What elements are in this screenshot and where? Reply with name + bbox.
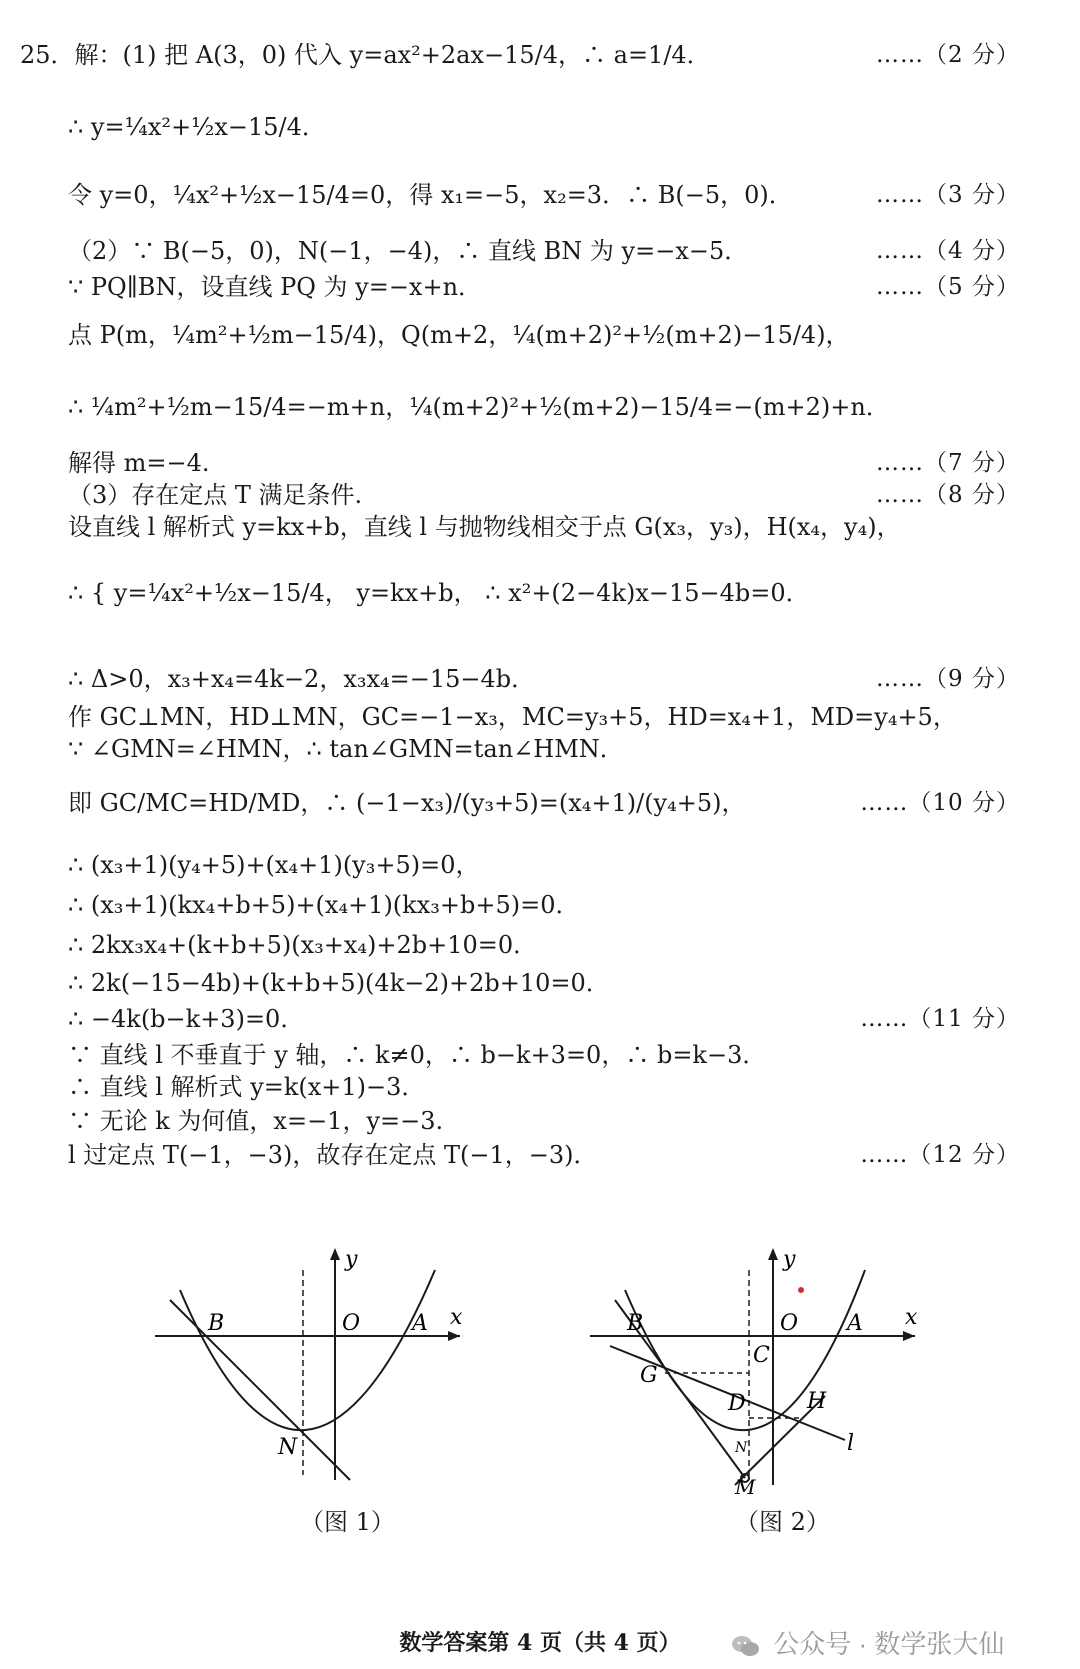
solution-line-text: ∴ y=¼x²+½x−15/4． [68, 113, 326, 141]
score-points: ……（12 分） [860, 1142, 1020, 1168]
figure-2-caption: （图 2） [735, 1508, 830, 1536]
solution-line-text: ∵ ∠GMN=∠HMN，∴ tan∠GMN=tan∠HMN． [68, 735, 624, 763]
solution-line-text: 令 y=0，¼x²+½x−15/4=0，得 x₁=−5，x₂=3．∴ B(−5，0)． [68, 181, 793, 209]
fig1-label-x: x [450, 1305, 463, 1330]
score-points: ……（5 分） [876, 274, 1020, 300]
fig1-label-A: A [412, 1311, 428, 1336]
figure-2 [585, 1240, 925, 1495]
fig2-label-A: A [847, 1311, 863, 1336]
fig2-label-D: D [728, 1391, 746, 1416]
solution-line-text: ∴ ¼m²+½m−15/4=−m+n，¼(m+2)²+½(m+2)−15/4=−(m+2)+n． [68, 393, 890, 421]
solution-line-text: ∵ 直线 l 不垂直于 y 轴，∴ k≠0，∴ b−k+3=0，∴ b=k−3． [68, 1041, 767, 1069]
score-points: ……（7 分） [876, 450, 1020, 476]
solution-line-text: ∴ 直线 l 解析式 y=k(x+1)−3． [68, 1073, 426, 1101]
solution-line-text: ∴ { y=¼x²+½x−15/4， y=kx+b， ∴ x²+(2−4k)x−15−4b=0． [68, 579, 810, 607]
solution-line-text: ∴ 2kx₃x₄+(k+b+5)(x₃+x₄)+2b+10=0． [68, 931, 538, 959]
fig1-label-y: y [345, 1247, 358, 1272]
fig2-label-M: M [735, 1475, 756, 1495]
fig1-label-B: B [208, 1311, 225, 1336]
solution-line-text: （2）∵ B(−5，0)，N(−1，−4)，∴ 直线 BN 为 y=−x−5． [68, 237, 749, 265]
score-points: ……（8 分） [876, 482, 1020, 508]
fig2-label-x: x [905, 1305, 918, 1330]
solution-line-text: ∴ Δ>0，x₃+x₄=4k−2，x₃x₄=−15−4b． [68, 665, 536, 693]
solution-line-text: ∵ 无论 k 为何值，x=−1，y=−3. [68, 1107, 444, 1135]
fig2-label-C: C [753, 1343, 770, 1368]
fig2-label-G: G [640, 1363, 658, 1388]
fig2-label-H: H [807, 1389, 827, 1414]
score-points: ……（3 分） [876, 182, 1020, 208]
fig2-label-l: l [847, 1431, 855, 1456]
solution-line-text: ∴ (x₃+1)(y₄+5)+(x₄+1)(y₃+5)=0， [68, 851, 480, 879]
fig1-label-O: O [342, 1311, 361, 1336]
solution-line-text: （3）存在定点 T 满足条件. [68, 481, 363, 509]
score-points: ……（10 分） [860, 790, 1020, 816]
fig2-label-B: B [627, 1311, 644, 1336]
score-points: ……（4 分） [876, 238, 1020, 264]
figure-1 [150, 1240, 490, 1490]
page-footer: 数学答案第 4 页（共 4 页） [399, 1630, 681, 1656]
score-points: ……（2 分） [876, 42, 1020, 68]
watermark-text: 公众号 · 数学张大仙 [773, 1629, 1005, 1659]
solution-line-text: ∴ 2k(−15−4b)+(k+b+5)(4k−2)+2b+10=0． [68, 969, 610, 997]
solution-line-text: ∴ (x₃+1)(kx₄+b+5)+(x₄+1)(kx₃+b+5)=0． [68, 891, 580, 919]
solution-line-text: ∴ −4k(b−k+3)=0． [68, 1005, 305, 1033]
watermark [730, 1624, 1004, 1661]
solution-line-text: 设直线 l 解析式 y=kx+b，直线 l 与抛物线相交于点 G(x₃，y₃)，H(x₄，y₄)， [68, 513, 901, 541]
solution-line-text: ∵ PQ∥BN，设直线 PQ 为 y=−x+n． [68, 273, 483, 301]
fig1-label-N: N [278, 1435, 298, 1460]
solution-line-text: 解得 m=−4. [68, 449, 210, 477]
solution-line-text: 25．解：(1) 把 A(3，0) 代入 y=ax²+2ax−15/4，∴ a=1/4． [20, 41, 711, 69]
fig2-label-O: O [780, 1311, 799, 1336]
score-points: ……（11 分） [860, 1006, 1020, 1032]
figure-1-caption: （图 1） [300, 1508, 395, 1536]
fig2-label-N: N [735, 1440, 748, 1456]
score-points: ……（9 分） [876, 666, 1020, 692]
solution-line-text: l 过定点 T(−1，−3)，故存在定点 T(−1，−3)． [68, 1141, 598, 1169]
solution-line-text: 作 GC⊥MN，HD⊥MN，GC=−1−x₃，MC=y₃+5，HD=x₄+1，MD=y₄+5， [68, 703, 957, 731]
solution-line-text: 即 GC/MC=HD/MD，∴ (−1−x₃)/(y₃+5)=(x₄+1)/(y₄+5)， [68, 789, 746, 817]
fig2-label-y: y [783, 1247, 796, 1272]
wechat-icon [730, 1634, 760, 1658]
solution-line-text: 点 P(m，¼m²+½m−15/4)，Q(m+2，¼(m+2)²+½(m+2)−15/4)， [68, 321, 850, 349]
